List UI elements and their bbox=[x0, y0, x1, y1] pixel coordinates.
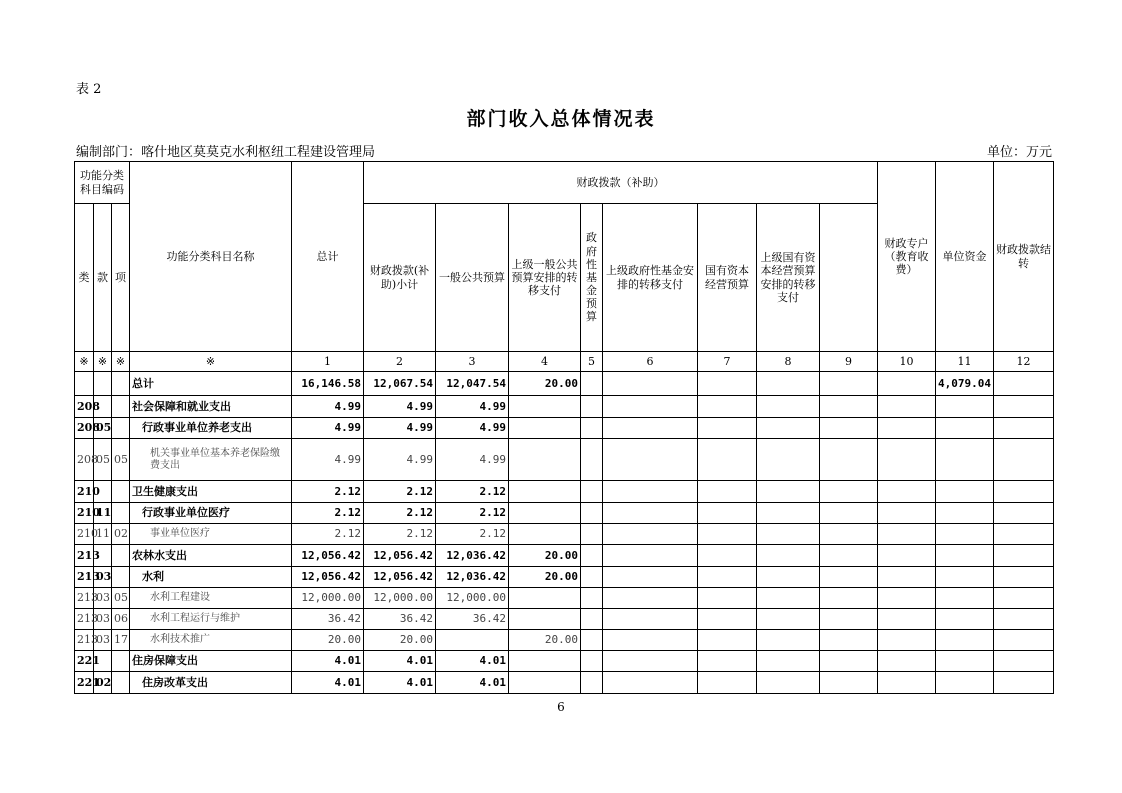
name-cell: 住房保障支出 bbox=[130, 651, 292, 672]
code-cell: 213 bbox=[75, 567, 94, 588]
index-cell: 3 bbox=[436, 352, 509, 372]
upper-general-cell bbox=[509, 418, 581, 439]
empty-cell bbox=[581, 588, 603, 609]
empty-cell bbox=[994, 672, 1054, 694]
name-cell: 事业单位医疗 bbox=[130, 524, 292, 545]
empty-cell bbox=[757, 503, 820, 524]
code-cell bbox=[112, 481, 130, 503]
empty-cell bbox=[820, 651, 878, 672]
general-budget-cell: 4.01 bbox=[436, 672, 509, 694]
name-cell: 总计 bbox=[130, 372, 292, 396]
page-number: 6 bbox=[557, 700, 565, 714]
index-cell: 9 bbox=[820, 352, 878, 372]
total-cell: 2.12 bbox=[292, 503, 364, 524]
fiscal-group-header: 财政拨款（补助） bbox=[364, 162, 878, 204]
index-cell: ※ bbox=[75, 352, 94, 372]
empty-cell bbox=[820, 630, 878, 651]
total-cell: 12,000.00 bbox=[292, 588, 364, 609]
empty-cell bbox=[878, 481, 936, 503]
empty-cell bbox=[878, 372, 936, 396]
empty-cell bbox=[581, 439, 603, 481]
index-cell: ※ bbox=[94, 352, 112, 372]
table-row bbox=[75, 630, 1054, 651]
empty-cell bbox=[581, 651, 603, 672]
fiscal-carryover-cell bbox=[936, 439, 994, 481]
fiscal-special-edu-header: 财政专户（教育收费） bbox=[878, 162, 936, 352]
name-cell: 行政事业单位养老支出 bbox=[130, 418, 292, 439]
empty-cell bbox=[698, 503, 757, 524]
empty-cell bbox=[994, 609, 1054, 630]
empty-cell bbox=[698, 524, 757, 545]
empty-cell bbox=[603, 503, 698, 524]
empty-cell bbox=[994, 503, 1054, 524]
subtotal-cell: 4.99 bbox=[364, 418, 436, 439]
empty-cell bbox=[581, 545, 603, 567]
empty-cell bbox=[581, 418, 603, 439]
empty-cell bbox=[603, 588, 698, 609]
lei-header: 类 bbox=[75, 204, 94, 352]
general-budget-cell: 12,047.54 bbox=[436, 372, 509, 396]
fiscal-carryover-cell bbox=[936, 396, 994, 418]
total-cell: 4.01 bbox=[292, 672, 364, 694]
index-cell: 5 bbox=[581, 352, 603, 372]
empty-cell bbox=[757, 651, 820, 672]
code-cell: 210 bbox=[75, 503, 94, 524]
empty-cell bbox=[698, 396, 757, 418]
code-cell: 05 bbox=[94, 418, 112, 439]
table-row bbox=[75, 396, 1054, 418]
code-cell: 213 bbox=[75, 630, 94, 651]
code-cell: 213 bbox=[75, 545, 94, 567]
empty-cell bbox=[698, 672, 757, 694]
index-cell: 10 bbox=[878, 352, 936, 372]
fiscal-carryover-cell bbox=[936, 609, 994, 630]
fiscal-carryover-cell bbox=[936, 545, 994, 567]
general-budget-cell: 12,036.42 bbox=[436, 545, 509, 567]
empty-cell bbox=[603, 372, 698, 396]
fiscal-carryover-cell bbox=[936, 481, 994, 503]
empty-cell bbox=[581, 503, 603, 524]
empty-cell bbox=[698, 439, 757, 481]
income-summary-table bbox=[74, 161, 1054, 694]
code-cell: 221 bbox=[75, 651, 94, 672]
empty-cell bbox=[757, 545, 820, 567]
empty-cell bbox=[603, 439, 698, 481]
empty-cell bbox=[698, 651, 757, 672]
index-cell: 7 bbox=[698, 352, 757, 372]
general-budget-cell: 36.42 bbox=[436, 609, 509, 630]
total-cell: 4.01 bbox=[292, 651, 364, 672]
code-cell: 03 bbox=[94, 630, 112, 651]
code-cell: 05 bbox=[112, 439, 130, 481]
upper-general-cell bbox=[509, 588, 581, 609]
empty-cell bbox=[698, 609, 757, 630]
empty-cell bbox=[757, 609, 820, 630]
table-row bbox=[75, 545, 1054, 567]
total-cell: 12,056.42 bbox=[292, 545, 364, 567]
state-capital-budget-header: 国有资本经营预算 bbox=[698, 204, 757, 352]
code-cell bbox=[112, 503, 130, 524]
table-row bbox=[75, 372, 1054, 396]
empty-cell bbox=[603, 545, 698, 567]
name-cell: 水利工程建设 bbox=[130, 588, 292, 609]
empty-cell bbox=[757, 439, 820, 481]
name-cell: 水利工程运行与维护 bbox=[130, 609, 292, 630]
table-row bbox=[75, 672, 1054, 694]
empty-cell bbox=[994, 567, 1054, 588]
code-cell: 17 bbox=[112, 630, 130, 651]
empty-cell bbox=[878, 651, 936, 672]
total-cell: 2.12 bbox=[292, 524, 364, 545]
upper-state-capital-transfer-header: 上级国有资本经营预算安排的转移支付 bbox=[757, 204, 820, 352]
code-cell: 210 bbox=[75, 481, 94, 503]
general-budget-cell: 12,000.00 bbox=[436, 588, 509, 609]
total-cell: 2.12 bbox=[292, 481, 364, 503]
code-cell: 213 bbox=[75, 609, 94, 630]
general-budget-cell: 12,036.42 bbox=[436, 567, 509, 588]
index-cell: 11 bbox=[936, 352, 994, 372]
upper-general-cell bbox=[509, 651, 581, 672]
empty-cell bbox=[698, 481, 757, 503]
upper-general-cell: 20.00 bbox=[509, 545, 581, 567]
empty-cell bbox=[878, 418, 936, 439]
table-row bbox=[75, 503, 1054, 524]
name-cell: 水利 bbox=[130, 567, 292, 588]
total-cell: 4.99 bbox=[292, 418, 364, 439]
table-row bbox=[75, 567, 1054, 588]
name-cell: 农林水支出 bbox=[130, 545, 292, 567]
index-cell: 4 bbox=[509, 352, 581, 372]
subtotal-cell: 12,000.00 bbox=[364, 588, 436, 609]
empty-cell bbox=[698, 588, 757, 609]
empty-cell bbox=[581, 396, 603, 418]
empty-cell bbox=[581, 609, 603, 630]
gov-fund-budget-header: 政府性基金预算 bbox=[581, 204, 603, 352]
general-budget-cell: 2.12 bbox=[436, 481, 509, 503]
code-cell bbox=[112, 418, 130, 439]
empty-cell bbox=[698, 567, 757, 588]
code-cell: 213 bbox=[75, 588, 94, 609]
fiscal-subtotal-header: 财政拨款(补助)小计 bbox=[364, 204, 436, 352]
empty-cell bbox=[603, 524, 698, 545]
upper-general-cell bbox=[509, 439, 581, 481]
fiscal-carryover-cell bbox=[936, 524, 994, 545]
index-cell: 12 bbox=[994, 352, 1054, 372]
empty-cell bbox=[820, 567, 878, 588]
table-label: 表 2 bbox=[76, 82, 102, 97]
empty-cell bbox=[994, 418, 1054, 439]
unit-funds-header: 单位资金 bbox=[936, 162, 994, 352]
fiscal-carryover-cell bbox=[936, 630, 994, 651]
table-row bbox=[75, 524, 1054, 545]
total-cell: 16,146.58 bbox=[292, 372, 364, 396]
name-cell: 住房改革支出 bbox=[130, 672, 292, 694]
empty-cell bbox=[994, 396, 1054, 418]
empty-cell bbox=[878, 567, 936, 588]
general-budget-cell bbox=[436, 630, 509, 651]
empty-cell bbox=[581, 524, 603, 545]
empty-cell bbox=[878, 524, 936, 545]
upper-gov-fund-transfer-header: 上级政府性基金安排的转移支付 bbox=[603, 204, 698, 352]
name-cell: 社会保障和就业支出 bbox=[130, 396, 292, 418]
empty-cell bbox=[757, 588, 820, 609]
general-budget-cell: 4.01 bbox=[436, 651, 509, 672]
code-cell: 02 bbox=[112, 524, 130, 545]
index-cell: 6 bbox=[603, 352, 698, 372]
empty-cell bbox=[698, 418, 757, 439]
empty-cell bbox=[603, 567, 698, 588]
empty-cell bbox=[603, 396, 698, 418]
empty-cell bbox=[820, 524, 878, 545]
empty-cell bbox=[878, 588, 936, 609]
table-row bbox=[75, 418, 1054, 439]
name-cell: 卫生健康支出 bbox=[130, 481, 292, 503]
table-body bbox=[75, 372, 1054, 694]
code-cell: 221 bbox=[75, 672, 94, 694]
code-cell: 210 bbox=[75, 524, 94, 545]
empty-cell bbox=[603, 672, 698, 694]
empty-cell bbox=[878, 545, 936, 567]
empty-cell bbox=[994, 372, 1054, 396]
empty-cell bbox=[698, 372, 757, 396]
empty-cell bbox=[820, 439, 878, 481]
code-cell: 208 bbox=[75, 418, 94, 439]
empty-cell bbox=[757, 418, 820, 439]
code-cell bbox=[112, 567, 130, 588]
empty-cell bbox=[878, 672, 936, 694]
empty-cell bbox=[820, 545, 878, 567]
upper-general-transfer-header: 上级一般公共预算安排的转移支付 bbox=[509, 204, 581, 352]
general-budget-cell: 2.12 bbox=[436, 524, 509, 545]
empty-cell bbox=[603, 481, 698, 503]
table-row bbox=[75, 439, 1054, 481]
empty-cell bbox=[994, 545, 1054, 567]
general-budget-cell: 4.99 bbox=[436, 396, 509, 418]
subtotal-cell: 12,056.42 bbox=[364, 545, 436, 567]
empty-cell bbox=[820, 609, 878, 630]
code-cell bbox=[94, 372, 112, 396]
general-budget-cell: 4.99 bbox=[436, 439, 509, 481]
subtotal-cell: 2.12 bbox=[364, 481, 436, 503]
fiscal-carryover-cell bbox=[936, 418, 994, 439]
empty-cell bbox=[994, 588, 1054, 609]
upper-general-cell bbox=[509, 481, 581, 503]
code-cell bbox=[75, 372, 94, 396]
fiscal-carryover-cell bbox=[936, 503, 994, 524]
index-cell: 2 bbox=[364, 352, 436, 372]
code-cell: 03 bbox=[94, 567, 112, 588]
total-cell: 4.99 bbox=[292, 439, 364, 481]
index-cell: ※ bbox=[112, 352, 130, 372]
subtotal-cell: 4.99 bbox=[364, 439, 436, 481]
empty-cell bbox=[878, 396, 936, 418]
empty-cell bbox=[757, 396, 820, 418]
empty-cell bbox=[878, 630, 936, 651]
fiscal-carryover-cell bbox=[936, 567, 994, 588]
empty-cell bbox=[757, 630, 820, 651]
empty-cell bbox=[757, 567, 820, 588]
code-cell bbox=[112, 396, 130, 418]
upper-general-cell bbox=[509, 672, 581, 694]
code-cell: 03 bbox=[94, 588, 112, 609]
code-cell: 02 bbox=[94, 672, 112, 694]
empty-cell bbox=[820, 396, 878, 418]
empty-cell bbox=[603, 418, 698, 439]
empty-cell bbox=[878, 439, 936, 481]
subtotal-cell: 2.12 bbox=[364, 524, 436, 545]
subtotal-cell: 4.99 bbox=[364, 396, 436, 418]
fiscal-carryover-cell: 4,079.04 bbox=[936, 372, 994, 396]
code-cell bbox=[112, 651, 130, 672]
empty-cell bbox=[603, 630, 698, 651]
empty-cell bbox=[581, 567, 603, 588]
code-cell: 06 bbox=[112, 609, 130, 630]
general-budget-header: 一般公共预算 bbox=[436, 204, 509, 352]
total-cell: 4.99 bbox=[292, 396, 364, 418]
subtotal-cell: 12,056.42 bbox=[364, 567, 436, 588]
empty-cell bbox=[757, 481, 820, 503]
total-cell: 36.42 bbox=[292, 609, 364, 630]
empty-cell bbox=[603, 651, 698, 672]
page-title: 部门收入总体情况表 bbox=[466, 108, 656, 130]
empty-cell bbox=[994, 651, 1054, 672]
general-budget-cell: 4.99 bbox=[436, 418, 509, 439]
index-cell: ※ bbox=[130, 352, 292, 372]
total-cell: 12,056.42 bbox=[292, 567, 364, 588]
empty-cell bbox=[820, 672, 878, 694]
empty-cell bbox=[878, 503, 936, 524]
empty-cell bbox=[994, 630, 1054, 651]
empty-cell bbox=[820, 503, 878, 524]
fiscal-carryover-cell bbox=[936, 588, 994, 609]
code-cell: 11 bbox=[94, 503, 112, 524]
empty-cell bbox=[878, 609, 936, 630]
total-header: 总计 bbox=[292, 162, 364, 352]
empty-cell bbox=[820, 372, 878, 396]
empty-cell bbox=[757, 524, 820, 545]
code-cell bbox=[112, 672, 130, 694]
code-cell: 208 bbox=[75, 439, 94, 481]
empty-cell bbox=[994, 481, 1054, 503]
empty-cell bbox=[757, 372, 820, 396]
code-cell: 11 bbox=[94, 524, 112, 545]
name-cell: 行政事业单位医疗 bbox=[130, 503, 292, 524]
empty-cell bbox=[994, 439, 1054, 481]
empty-cell bbox=[698, 630, 757, 651]
subtotal-cell: 4.01 bbox=[364, 651, 436, 672]
subtotal-cell: 20.00 bbox=[364, 630, 436, 651]
func-code-group-header: 功能分类科目编码 bbox=[75, 162, 130, 204]
total-cell: 20.00 bbox=[292, 630, 364, 651]
empty-cell bbox=[820, 481, 878, 503]
empty-cell bbox=[581, 372, 603, 396]
subtotal-cell: 2.12 bbox=[364, 503, 436, 524]
upper-general-cell: 20.00 bbox=[509, 630, 581, 651]
empty-cell bbox=[820, 418, 878, 439]
kuan-header: 款 bbox=[94, 204, 112, 352]
index-cell: 1 bbox=[292, 352, 364, 372]
empty-cell bbox=[698, 545, 757, 567]
code-cell bbox=[112, 545, 130, 567]
department-label: 编制部门：喀什地区莫莫克水利枢纽工程建设管理局 bbox=[76, 145, 376, 160]
code-cell: 03 bbox=[94, 609, 112, 630]
empty-cell bbox=[581, 630, 603, 651]
func-name-header: 功能分类科目名称 bbox=[130, 162, 292, 352]
empty-cell bbox=[581, 672, 603, 694]
empty-cell bbox=[603, 609, 698, 630]
index-cell: 8 bbox=[757, 352, 820, 372]
table-row bbox=[75, 481, 1054, 503]
upper-general-cell bbox=[509, 609, 581, 630]
empty-cell bbox=[820, 588, 878, 609]
name-cell: 机关事业单位基本养老保险缴费支出 bbox=[130, 439, 292, 481]
subtotal-cell: 12,067.54 bbox=[364, 372, 436, 396]
code-cell: 05 bbox=[112, 588, 130, 609]
upper-general-cell: 20.00 bbox=[509, 372, 581, 396]
unit-label: 单位：万元 bbox=[986, 145, 1052, 160]
fiscal-carryover-cell bbox=[936, 651, 994, 672]
empty-cell bbox=[757, 672, 820, 694]
upper-general-cell bbox=[509, 524, 581, 545]
subtotal-cell: 36.42 bbox=[364, 609, 436, 630]
general-budget-cell: 2.12 bbox=[436, 503, 509, 524]
upper-general-cell: 20.00 bbox=[509, 567, 581, 588]
code-cell: 05 bbox=[94, 439, 112, 481]
name-cell: 水利技术推广 bbox=[130, 630, 292, 651]
table-row bbox=[75, 651, 1054, 672]
upper-general-cell bbox=[509, 396, 581, 418]
empty-cell bbox=[994, 524, 1054, 545]
table-row bbox=[75, 609, 1054, 630]
empty-cell bbox=[581, 481, 603, 503]
code-cell: 208 bbox=[75, 396, 94, 418]
subtotal-cell: 4.01 bbox=[364, 672, 436, 694]
fiscal-carryover-header: 财政拨款结转 bbox=[994, 162, 1054, 352]
xiang-header: 项 bbox=[112, 204, 130, 352]
table-row bbox=[75, 588, 1054, 609]
upper-general-cell bbox=[509, 503, 581, 524]
code-cell bbox=[112, 372, 130, 396]
fiscal-carryover-cell bbox=[936, 672, 994, 694]
